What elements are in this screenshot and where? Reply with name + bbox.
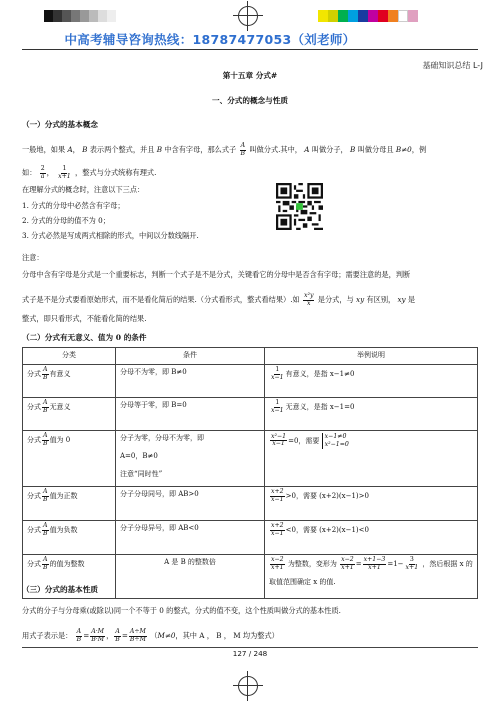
text-frag: 分式	[27, 492, 41, 500]
text-frag: 有意义，是指 x−1≠0	[285, 370, 355, 378]
note-line-1: 分母中含有字母是分式是一个重要标志，判断一个式子是不是分式，关键看它的分母中是否含有字母；需要注意的是，判断	[22, 270, 411, 279]
frac-num: A	[76, 628, 82, 635]
frac-num: A	[115, 628, 120, 635]
frac-num: A·M	[91, 628, 105, 635]
var-a: A	[304, 145, 310, 154]
fraction-ab	[42, 557, 49, 571]
text-frag: 用式子表示是：	[22, 631, 73, 640]
sub1-line2	[22, 166, 156, 180]
text-frag: ，整式与分式统称有理式.	[75, 168, 157, 177]
system-line: x²−1=0	[324, 440, 349, 448]
text-frag: 无意义	[49, 403, 71, 411]
frac-num: x−2	[271, 556, 284, 563]
cond-note: 注意“同时性”	[120, 470, 163, 478]
text-frag: ，	[72, 145, 80, 154]
frac-num: A	[43, 399, 48, 406]
text-frag: 有区别，	[366, 295, 396, 304]
frac-den: x−1	[271, 495, 284, 503]
frac-den: B	[43, 495, 48, 503]
fraction	[405, 557, 420, 571]
expr-xy: xy	[397, 295, 406, 304]
table-row	[23, 398, 478, 431]
text-frag: 分式	[27, 436, 41, 444]
expr-xy: xy	[356, 295, 365, 304]
text-frag: 叫做分母且	[357, 145, 394, 154]
cell-category	[23, 487, 116, 521]
cell-condition: 分子分母同号，即 AB>0	[116, 487, 265, 521]
frac-num: A	[43, 366, 48, 373]
fraction-ab	[42, 400, 49, 414]
text-frag: 式子是不是分式要看原始形式，而不是看化简后的结果.（分式看形式，整式看结果）.如	[22, 295, 300, 304]
qr-code-icon	[276, 183, 323, 230]
text-frag: 表示两个整式，并且	[89, 145, 155, 154]
frac-num: A	[43, 522, 48, 529]
fraction-example-1	[40, 166, 46, 180]
sub3-line-2: 用式子表示是： $\frac{A}{B}$ = $\frac{A\cdot M}{B\cdot M}$ ， $\frac{A}{B}$ = $\frac{A\div M}{B\div M}$ （M≠0，其中 A ， B ， M 均为整式）	[22, 628, 279, 643]
text-frag: 中含有字母，那么式子	[164, 145, 237, 154]
section-title: 一、分式的概念与性质	[212, 96, 288, 105]
cond-line: A=0，B≠0	[120, 452, 158, 460]
frac-num: x+2	[271, 522, 284, 529]
cell-category	[23, 431, 116, 487]
registration-mark-icon	[238, 676, 258, 696]
text-frag: 是	[407, 295, 416, 304]
cell-category	[23, 398, 116, 431]
header-rule	[22, 49, 478, 50]
note-label: 注意：	[22, 253, 44, 262]
system-line: x−1≠0	[324, 433, 347, 440]
frac-den: B·M	[91, 635, 105, 643]
header-condition: 条件	[116, 348, 265, 365]
frac-den: x+1	[405, 563, 419, 571]
frac-num: A÷M	[129, 628, 146, 635]
text-frag: （	[150, 631, 158, 640]
fraction-ab	[42, 367, 49, 381]
frac-num: A	[240, 142, 246, 149]
frac-num: 3	[409, 556, 414, 563]
fraction-ab	[42, 523, 49, 537]
chapter-title: 第十五章 分式#	[222, 71, 278, 80]
fraction-note	[303, 293, 314, 307]
frac-den: B	[115, 635, 120, 643]
frac-den: B	[43, 373, 48, 381]
frac-num: x+1−3	[363, 556, 386, 563]
cell-condition: A 是 B 的整数倍	[116, 555, 265, 599]
hotline-text: 中高考辅导咨询热线：18787477053（刘老师）	[64, 32, 356, 47]
frac-num: x−2	[341, 556, 354, 563]
text-frag: =0，需要	[288, 436, 320, 445]
condition-text: B≠0	[395, 145, 412, 154]
var-b: B	[82, 145, 88, 154]
var-a: A	[67, 145, 73, 154]
fraction	[90, 629, 105, 643]
registration-mark-icon	[238, 6, 258, 26]
sub3-line-1: 分式的分子与分母乘(或除以)同一个不等于 0 的整式，分式的值不变，这个性质叫做分式的基本性质.	[22, 606, 341, 615]
sub1-title: （一）分式的基本概念	[22, 120, 98, 129]
fraction-ab	[240, 143, 247, 157]
frac-num: A	[43, 488, 48, 495]
hotline-banner	[0, 27, 500, 70]
note-line-2	[22, 293, 415, 307]
fraction	[76, 629, 83, 643]
text-frag: 是分式，与	[317, 295, 354, 304]
fraction-example	[270, 434, 287, 448]
note-line-3: 整式，即只看形式，不能看化简的结果.	[22, 314, 147, 323]
frac-den: B	[43, 406, 48, 414]
cell-example	[265, 431, 478, 487]
frac-den: x−1	[272, 440, 285, 448]
header-example: 举例说明	[265, 348, 478, 365]
frac-den: x−1	[271, 406, 284, 414]
table-row	[23, 431, 478, 487]
frac-den: a	[40, 172, 45, 180]
header-category: 分类	[23, 348, 116, 365]
text-frag: ，其中 A ， B ， M 均为整式）	[175, 631, 279, 640]
fraction	[129, 629, 147, 643]
example-line-2: 取值范围确定 x 的值.	[269, 578, 336, 586]
frac-den: B÷M	[129, 635, 146, 643]
text-frag: 一般地，如果	[22, 145, 66, 154]
text-frag: 无意义，是指 x−1=0	[285, 403, 355, 411]
text-frag: 值为负数	[49, 526, 78, 534]
fraction	[114, 629, 121, 643]
condition-text: M≠0	[157, 631, 176, 640]
cell-example	[265, 521, 478, 555]
cell-example	[265, 555, 478, 599]
frac-num: 2	[40, 165, 45, 172]
cell-condition: 分母不为零，即 B≠0	[116, 365, 265, 398]
fraction-example	[270, 489, 285, 503]
sub1-line1	[22, 143, 426, 157]
table-header-row	[23, 348, 478, 365]
text-frag: 有意义	[49, 370, 71, 378]
fraction	[340, 557, 355, 571]
cell-example	[265, 398, 478, 431]
cell-example	[265, 365, 478, 398]
cell-condition: 分母等于零，即 B=0	[116, 398, 265, 431]
fraction	[270, 557, 285, 571]
point-1: 1. 分式的分母中必然含有字母；	[22, 201, 125, 210]
sub1-line3: 在理解分式的概念时，注意以下三点：	[22, 185, 145, 194]
equation-system	[322, 433, 349, 449]
table-row	[23, 487, 478, 521]
frac-den: B	[43, 439, 48, 447]
frac-num: x+2	[271, 488, 284, 495]
page-number: 127 / 248	[232, 649, 268, 658]
text-frag: <0，需要 (x+2)(x−1)<0	[285, 526, 369, 534]
frac-num: 1	[275, 366, 280, 373]
frac-num: A	[43, 556, 48, 563]
frac-den: x+1	[368, 563, 381, 571]
text-frag: 叫做分子，	[311, 145, 348, 154]
cond-line: 分子为零，分母不为零，即	[120, 434, 204, 442]
text-frag: 为整数，变形为	[287, 560, 337, 568]
frac-num: 1	[275, 399, 280, 406]
frac-den: x−1	[271, 529, 284, 537]
point-2: 2. 分式的分母的值不为 0；	[22, 216, 110, 225]
fraction	[363, 557, 387, 571]
condition-table	[22, 347, 478, 599]
fraction-example	[270, 400, 285, 414]
text-frag: 分式	[27, 370, 41, 378]
fraction-ab	[42, 489, 49, 503]
text-frag: 值为 0	[49, 436, 71, 444]
text-frag: ，例	[411, 145, 427, 154]
example-line-1	[269, 557, 473, 571]
fraction-example-2	[57, 166, 72, 180]
cell-example	[265, 487, 478, 521]
cell-condition	[116, 431, 265, 487]
text-frag: =1−	[387, 560, 404, 568]
table-row	[23, 365, 478, 398]
footer-rule	[22, 647, 478, 648]
point-3: 3. 分式必然是写成两式相除的形式，中间以分数线隔开.	[22, 231, 199, 240]
text-frag: ，然后根据 x 的	[422, 560, 473, 568]
cell-category	[23, 521, 116, 555]
frac-den: x+1	[341, 563, 354, 571]
frac-den: x+1	[58, 172, 71, 180]
text-frag: ，	[46, 168, 54, 177]
text-frag: 分式	[27, 403, 41, 411]
var-b: B	[156, 145, 163, 154]
sub3-title: （三）分式的基本性质	[22, 585, 98, 594]
frac-den: x	[306, 299, 311, 307]
header-right-label: 基础知识总结 L-J	[422, 61, 483, 70]
sub2-title: （二）分式有无意义、值为 0 的条件	[22, 333, 147, 342]
text-frag: 的值为整数	[49, 560, 85, 568]
text-frag: 叫做分式.其中，	[249, 145, 302, 154]
frac-num: x²y	[304, 292, 314, 299]
frac-num: 1	[62, 165, 67, 172]
text-frag: 分式	[27, 560, 41, 568]
var-b: B	[350, 145, 356, 154]
fraction-ab	[42, 433, 49, 447]
frac-den: B	[43, 563, 48, 571]
frac-den: B	[76, 635, 82, 643]
text-frag: 分式	[27, 526, 41, 534]
text-frag: =	[355, 560, 362, 568]
frac-den: x+1	[271, 563, 284, 571]
frac-den: B	[43, 529, 48, 537]
fraction-example	[270, 367, 285, 381]
frac-den: B	[240, 149, 246, 157]
frac-den: x−1	[271, 373, 284, 381]
text-frag: >0，需要 (x+2)(x−1)>0	[285, 492, 369, 500]
cell-condition: 分子分母异号，即 AB<0	[116, 521, 265, 555]
fraction-example	[270, 523, 285, 537]
text-frag: 值为正数	[49, 492, 78, 500]
cell-category	[23, 365, 116, 398]
text-frag: 如：	[22, 168, 37, 177]
frac-num: A	[43, 432, 48, 439]
frac-num: x²−1	[271, 432, 287, 440]
table-row	[23, 521, 478, 555]
